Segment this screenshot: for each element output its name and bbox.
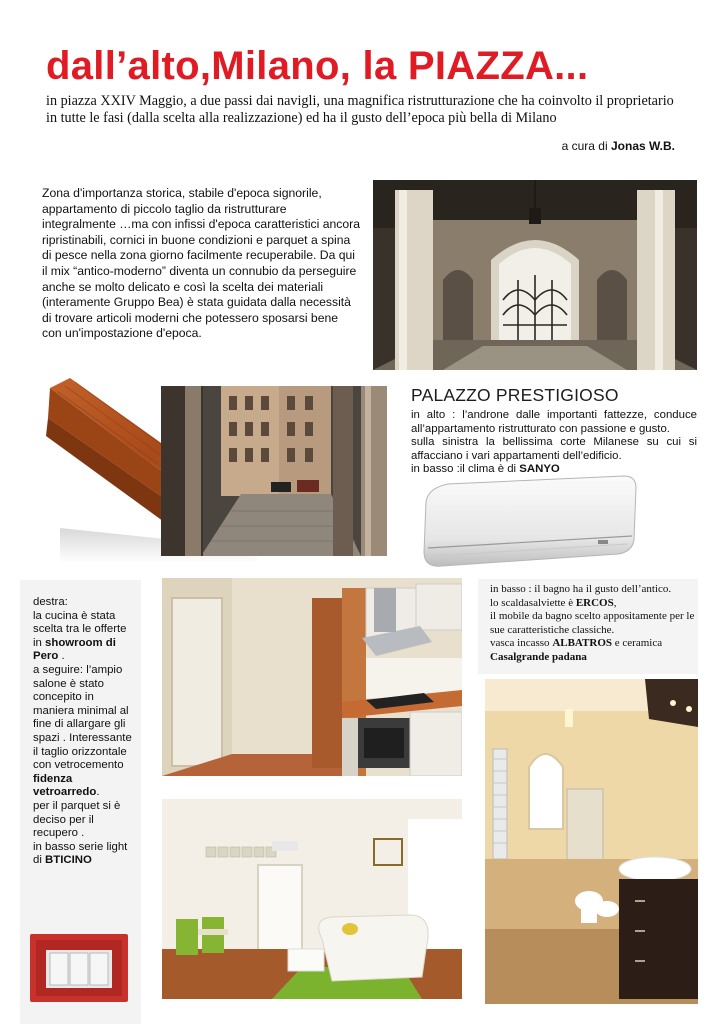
casalgrande-brand: Casalgrande padana [490,650,587,663]
bagno-line4: vasca incasso [490,637,553,650]
sidebar-line-dot: . [58,650,65,663]
sanyo-brand: SANYO [519,463,560,476]
bathroom-caption [490,583,696,665]
bagno-line2: lo scaldasalviette è [490,596,576,609]
living-room-photo [162,799,462,999]
author-credit [470,139,675,153]
courtyard-photo [161,386,387,556]
sidebar-line-dot2: . [96,786,100,799]
sidebar-line-parquet: per il parquet si è deciso per il recupero . [33,799,121,840]
history-paragraph [42,186,360,342]
clima-prefix: in basso :il clima è di [411,463,520,476]
bticino-switch-photo [30,934,128,1002]
credit-author: Jonas W.B. [610,139,675,153]
showroom-pero: showroom di Pero [33,636,116,663]
fidenza-brand: fidenza vetroarredo [33,772,97,799]
palazzo-caption-androne: in alto : l’androne dalle importanti fattezze, conduce all’appartamento ristrutturato con passione e gusto. [411,409,697,435]
entrance-hall-photo [373,180,697,370]
page-title: dall’alto,Milano, la PIAZZA... [46,44,589,88]
intro-text: in piazza XXIV Maggio, a due passi dai navigli, una magnifica ristrutturazione che ha coinvolto il proprietario in tutte le fasi (dalla scelta alla realizzazione) ed ha il gusto dell’epoca più bella di Milano [46,93,674,126]
sidebar-line-destra: destra: [33,596,68,608]
palazzo-caption [411,409,697,477]
credit-prefix: a cura di [561,139,611,153]
bathroom-photo [485,679,698,1004]
sidebar-line-cucina: la cucina è stata scelta tra le offerte in [33,609,127,649]
history-text: Zona d'importanza storica, stabile d'epoca signorile, appartamento di piccolo taglio da ristrutturare integralmente …ma con infissi d'epoca caratteristici ancora ripristinabili, cornici in buone condizioni e parquet a spina di pesce nella zona giorno facilmente recuperabile. Da qui il mix “antico-moderno” diventa un connubio da perseguire anche se molto delicato e così la scelta dei materiali (interamente Gruppo Bea) è stata guidata dalla necessità di trovare articoli moderni che potessero sposarsi bene con un'impostazione d'epoca. [42,186,360,341]
sidebar-line-serie: in basso serie light di [33,840,128,867]
bagno-line4-mid: e ceramica [612,637,663,650]
sidebar-line-salone: a seguire: l’ampio salone è stato concepito in maniera minimal al fine di allargare gli spazi . Interessante il taglio orizzontale con vetrocemento [33,663,132,772]
albatros-brand: ALBATROS [552,637,613,650]
kitchen-photo [162,578,462,776]
bagno-line1: in basso : il bagno ha il gusto dell’antico. [490,583,672,595]
palazzo-heading: PALAZZO PRESTIGIOSO [411,385,619,405]
bagno-line3: il mobile da bagno scelto appositamente per le sue caratteristiche classiche. [490,610,695,636]
sidebar-text [33,596,138,868]
ercos-brand: ERCOS [575,596,614,609]
palazzo-caption-corte: sulla sinistra la bellissima corte Milanese su cui si affacciano i vari appartamenti dell’edificio. [411,436,697,462]
bagno-line2-suffix: , [613,596,617,609]
bticino-brand: BTICINO [45,854,92,867]
air-conditioner-photo [418,474,640,570]
